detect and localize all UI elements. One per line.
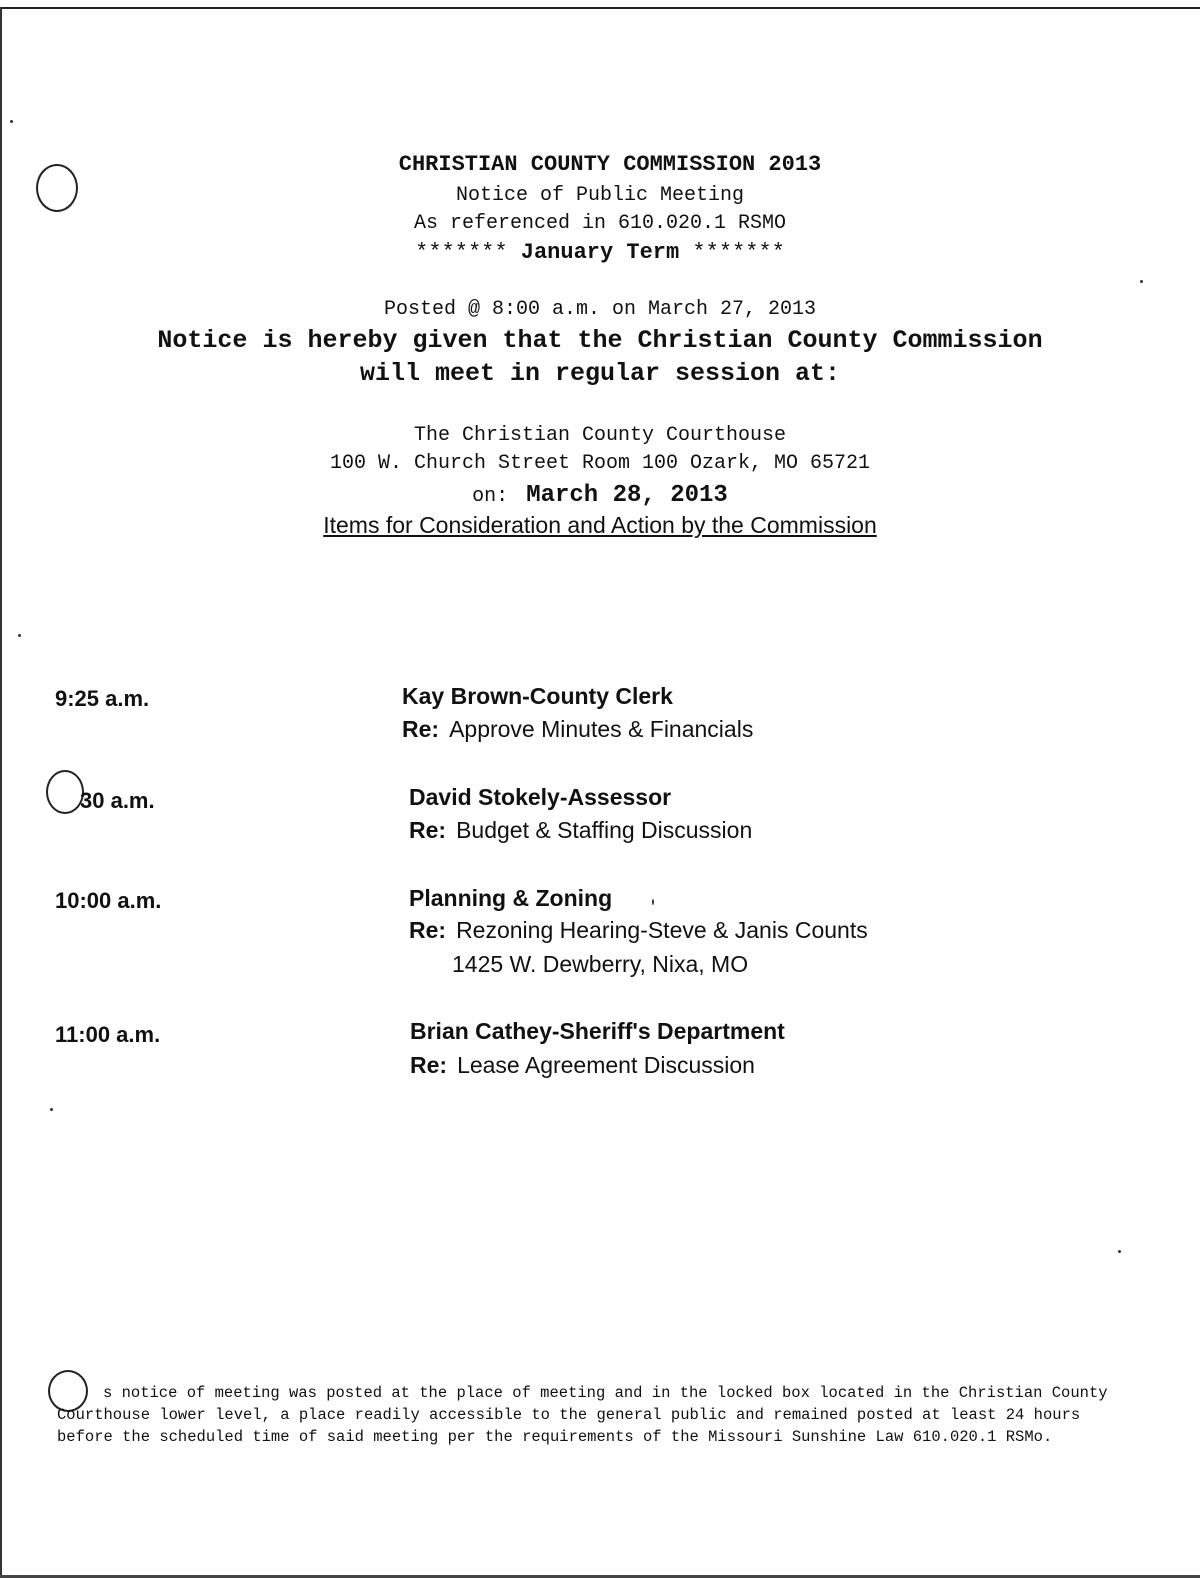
agenda-time: 10:00 a.m. bbox=[55, 888, 162, 913]
items-heading: Items for Consideration and Action by the Commission bbox=[323, 512, 877, 538]
scan-speck bbox=[1118, 1250, 1121, 1253]
scan-speck bbox=[18, 634, 21, 637]
meeting-address: 100 W. Church Street Room 100 Ozark, MO 65721 bbox=[329, 452, 871, 475]
agenda-subject-address: 1425 W. Dewberry, Nixa, MO bbox=[452, 951, 749, 977]
scan-speck bbox=[652, 899, 654, 905]
footer-line: before the scheduled time of said meeting per the requirements of the Missouri Sunshine Law 610.020.1 RSMo. bbox=[57, 1428, 1053, 1446]
agenda-subject bbox=[409, 917, 868, 944]
notice-statement-line2: will meet in regular session at: bbox=[359, 359, 841, 388]
meeting-date: March 28, 2013 bbox=[526, 482, 728, 509]
posting-certification bbox=[57, 1382, 1157, 1448]
term-stars-right: ******* bbox=[692, 240, 785, 265]
posted-time: Posted @ 8:00 a.m. on March 27, 2013 bbox=[383, 298, 817, 321]
punch-hole-middle bbox=[46, 770, 84, 814]
footer-line: Courthouse lower level, a place readily accessible to the general public and remained posted at least 24 hours bbox=[57, 1406, 1081, 1424]
agenda-presenter: David Stokely-Assessor bbox=[409, 784, 672, 810]
re-label: Re: bbox=[409, 917, 447, 943]
re-label: Re: bbox=[402, 716, 440, 742]
scan-speck bbox=[1140, 280, 1143, 283]
term-stars-left: ******* bbox=[415, 240, 508, 265]
top-scan-edge bbox=[0, 7, 1200, 9]
statute-reference: As referenced in 610.020.1 RSMO bbox=[413, 212, 787, 235]
agenda-subject-text: Approve Minutes & Financials bbox=[449, 716, 754, 742]
agenda-time: 11:00 a.m. bbox=[55, 1022, 161, 1047]
term-name: January Term bbox=[520, 240, 680, 265]
agenda-presenter: Brian Cathey-Sheriff's Department bbox=[410, 1018, 785, 1044]
meeting-date-line bbox=[0, 482, 1200, 509]
agenda-time: 9:25 a.m. bbox=[55, 686, 150, 711]
notice-statement-line1: Notice is hereby given that the Christian County Commission bbox=[157, 326, 1043, 355]
scan-speck bbox=[10, 120, 13, 123]
agenda-subject bbox=[410, 1052, 755, 1079]
meeting-location: The Christian County Courthouse bbox=[413, 424, 787, 447]
agenda-subject-text: Rezoning Hearing-Steve & Janis Counts bbox=[456, 917, 868, 943]
re-label: Re: bbox=[409, 817, 447, 843]
on-label: on: bbox=[472, 485, 509, 508]
agenda-presenter: Planning & Zoning bbox=[409, 885, 613, 911]
agenda-subject bbox=[409, 817, 752, 844]
agenda-subject bbox=[402, 716, 753, 743]
scan-speck bbox=[50, 1108, 53, 1111]
term-line bbox=[0, 240, 1200, 265]
page-title: CHRISTIAN COUNTY COMMISSION 2013 bbox=[398, 152, 822, 177]
agenda-presenter: Kay Brown-County Clerk bbox=[402, 683, 673, 709]
re-label: Re: bbox=[410, 1052, 448, 1078]
footer-line: s notice of meeting was posted at the place of meeting and in the locked box located in the Christian County bbox=[103, 1384, 1108, 1402]
agenda-time: 30 a.m. bbox=[80, 788, 155, 813]
agenda-subject-text: Budget & Staffing Discussion bbox=[456, 817, 753, 843]
agenda-subject-text: Lease Agreement Discussion bbox=[457, 1052, 755, 1078]
notice-subtitle: Notice of Public Meeting bbox=[455, 184, 745, 207]
